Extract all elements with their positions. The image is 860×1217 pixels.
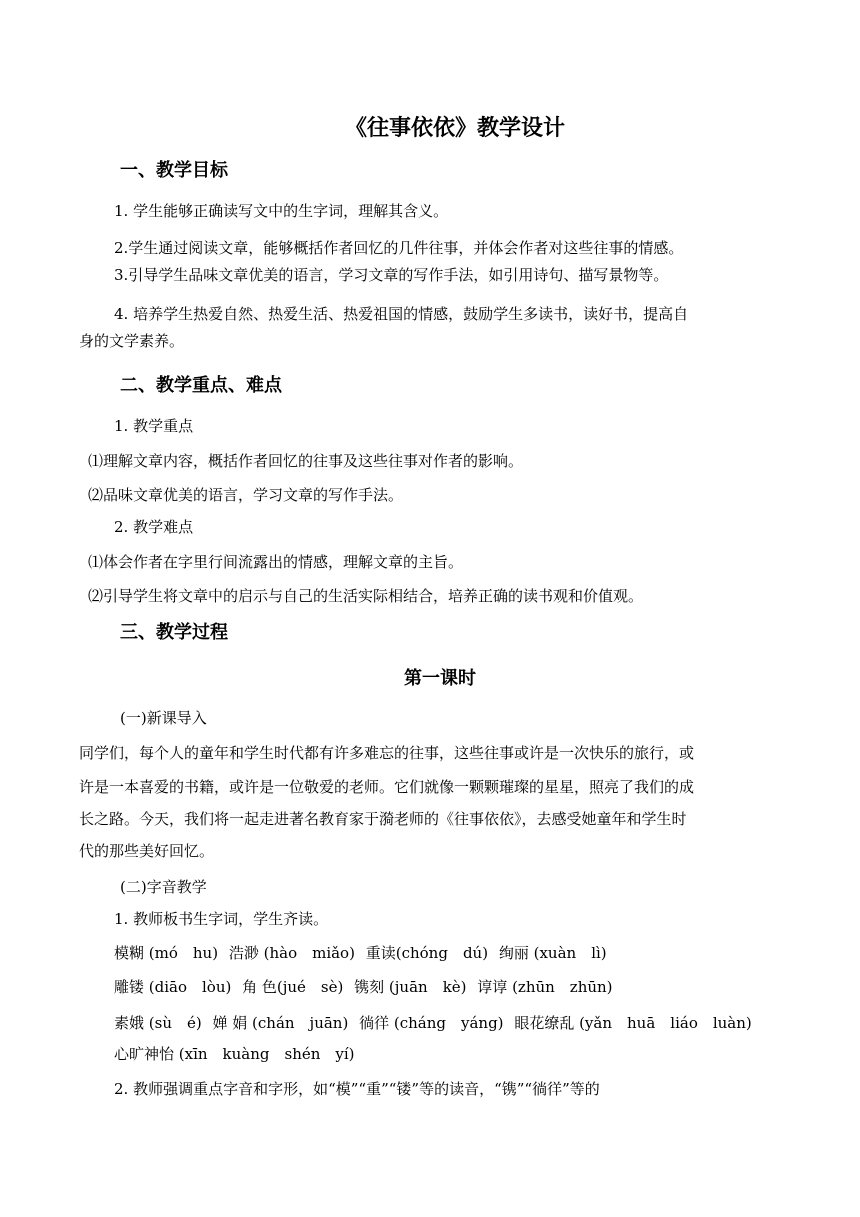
vocab-word: 眼花缭乱 (yǎn huā liáo luàn) [514, 1014, 752, 1032]
intro-line-1: 同学们，每个人的童年和学生时代都有许多难忘的往事，这些往事或许是一次快乐的旅行，或 [79, 744, 695, 762]
intro-line-4: 代的那些美好回忆。 [79, 842, 215, 860]
pronunciation-subtitle: (二)字音教学 [120, 878, 207, 896]
vocab-row-2 [114, 976, 613, 998]
section-heading-key-points: 二、教学重点、难点 [120, 375, 282, 396]
vocab-word: 徜徉 (cháng yáng) [359, 1014, 504, 1032]
section-heading-process: 三、教学过程 [120, 622, 228, 643]
objective-item-1: 1. 学生能够正确读写文中的生字词，理解其含义。 [114, 202, 449, 220]
vocab-word: 重读(chóng dú) [365, 944, 489, 962]
pronunciation-step-1: 1. 教师板书生字词，学生齐读。 [114, 910, 329, 928]
intro-subtitle: (一)新课导入 [120, 709, 207, 727]
key-point-1: ⑴理解文章内容，概括作者回忆的往事及这些往事对作者的影响。 [88, 452, 524, 470]
vocab-word: 角 色(jué sè) [242, 978, 344, 996]
objective-item-4: 4. 培养学生热爱自然、热爱生活、热爱祖国的情感，鼓励学生多读书，读好书，提高自 [114, 305, 689, 323]
difficulty-2: ⑵引导学生将文章中的启示与自己的生活实际相结合，培养正确的读书观和价值观。 [88, 587, 644, 605]
intro-line-2: 许是一本喜爱的书籍，或许是一位敬爱的老师。它们就像一颗颗璀璨的星星，照亮了我们的成 [79, 778, 695, 796]
objective-item-3: 3.引导学生品味文章优美的语言，学习文章的写作手法，如引用诗句、描写景物等。 [114, 266, 669, 284]
objective-item-2: 2.学生通过阅读文章，能够概括作者回忆的几件往事，并体会作者对这些往事的情感。 [114, 239, 684, 257]
vocab-row-1 [114, 942, 607, 964]
vocab-word: 谆谆 (zhūn zhūn) [477, 978, 613, 996]
difficulties-subtitle: 2. 教学难点 [114, 518, 194, 536]
vocab-row-4: 心旷神怡 (xīn kuàng shén yí) [114, 1045, 355, 1063]
intro-line-3: 长之路。今天，我们将一起走进著名教育家于漪老师的《往事依依》，去感受她童年和学生时 [79, 810, 687, 828]
objective-item-4-cont: 身的文学素养。 [79, 332, 185, 350]
vocab-word: 素娥 (sù é) [114, 1014, 202, 1032]
vocab-word: 婵 娟 (chán juān) [212, 1014, 349, 1032]
pronunciation-step-2: 2. 教师强调重点字音和字形，如“模”“重”“镂”等的读音，“镌”“徜徉”等的 [114, 1080, 600, 1098]
vocab-word: 雕镂 (diāo lòu) [114, 978, 232, 996]
key-points-subtitle: 1. 教学重点 [114, 417, 194, 435]
key-point-2: ⑵品味文章优美的语言，学习文章的写作手法。 [88, 486, 404, 504]
vocab-word: 模糊 (mó hu) [114, 944, 219, 962]
vocab-word: 绚丽 (xuàn lì) [498, 944, 607, 962]
document-title: 《往事依依》教学设计 [344, 115, 565, 141]
vocab-word: 镌刻 (juān kè) [354, 978, 467, 996]
lesson-title: 第一课时 [404, 668, 476, 689]
vocab-row-3 [114, 1012, 752, 1034]
section-heading-objectives: 一、教学目标 [120, 160, 228, 181]
difficulty-1: ⑴体会作者在字里行间流露出的情感，理解文章的主旨。 [88, 553, 464, 571]
vocab-word: 浩渺 (hào miǎo) [228, 944, 355, 962]
